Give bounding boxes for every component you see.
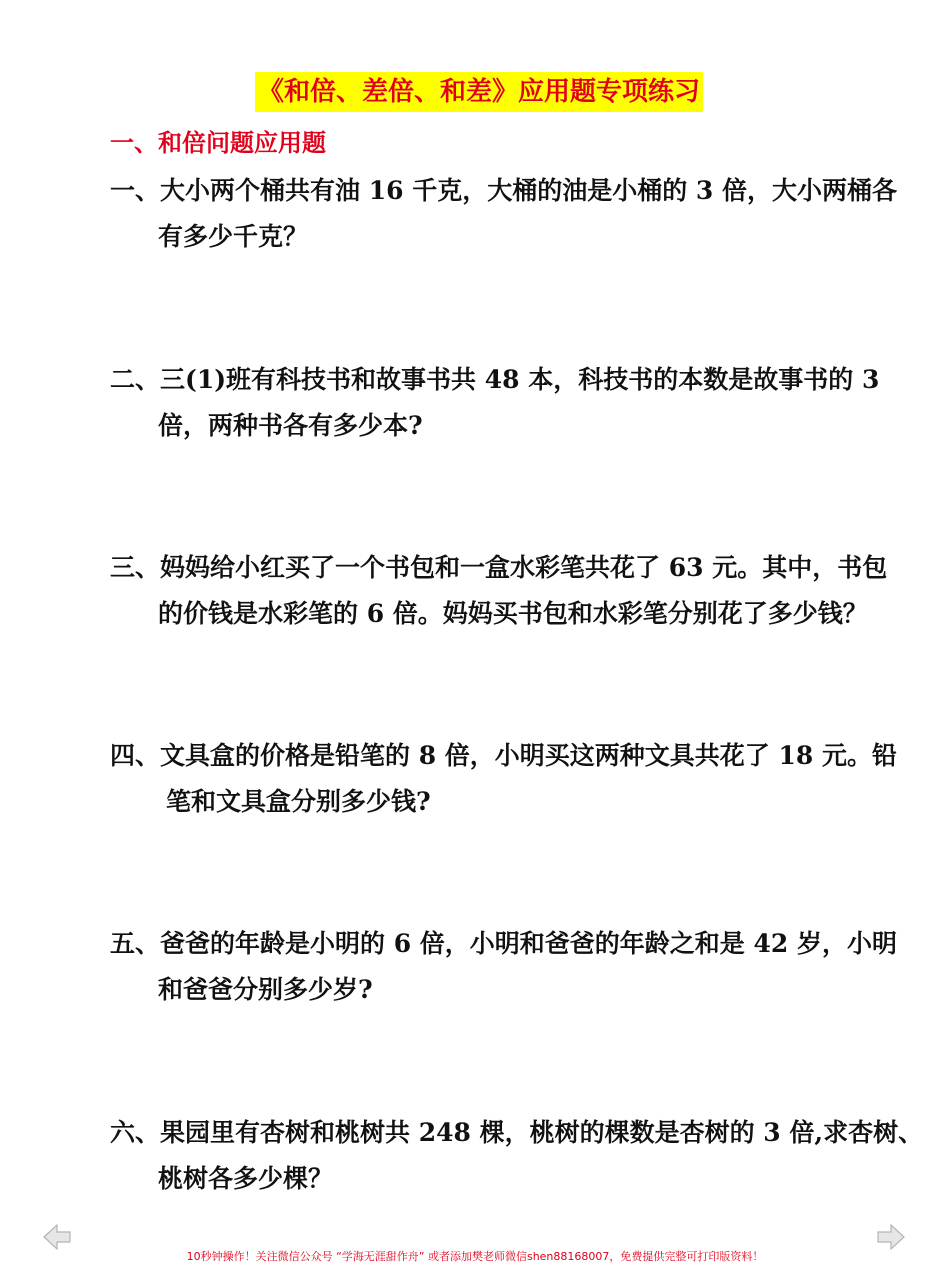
section-heading: 一、和倍问题应用题 xyxy=(110,128,326,157)
problem-3-line-1: 三、妈妈给小红买了一个书包和一盒水彩笔共花了 63 元。其中，书包 xyxy=(110,553,888,582)
problem-6-line-1: 六、果园里有杏树和桃树共 248 棵，桃树的棵数是杏树的 3 倍,求杏树、 xyxy=(110,1118,924,1147)
problem-4 xyxy=(110,733,898,825)
problem-6-line-2: 桃树各多少棵？ xyxy=(158,1164,334,1193)
problem-1-line-2: 有多少千克？ xyxy=(158,222,309,251)
problem-3-line-2: 的价钱是水彩笔的 6 倍。妈妈买书包和水彩笔分别花了多少钱？ xyxy=(158,599,868,628)
problem-1 xyxy=(110,168,898,260)
footer-note: 10秒钟操作！关注微信公众号 “学海无涯甜作舟” 或者添加樊老师微信shen88168007，免费提供完整可打印版资料！ xyxy=(186,1250,764,1263)
problem-4-line-2: 笔和文具盒分别多少钱? xyxy=(166,787,431,816)
problem-5-line-2: 和爸爸分别多少岁? xyxy=(158,975,373,1004)
problem-2-line-1: 二、三(1)班有科技书和故事书共 48 本，科技书的本数是故事书的 3 xyxy=(110,365,880,394)
problem-4-line-1: 四、文具盒的价格是铅笔的 8 倍，小明买这两种文具共花了 18 元。铅 xyxy=(110,741,898,770)
problem-5 xyxy=(110,921,898,1013)
problem-2 xyxy=(110,357,880,449)
problem-1-line-1: 一、大小两个桶共有油 16 千克，大桶的油是小桶的 3 倍，大小两桶各 xyxy=(110,176,898,205)
arrow-left-icon[interactable] xyxy=(42,1222,72,1252)
problem-6 xyxy=(110,1110,924,1202)
problem-5-line-1: 五、爸爸的年龄是小明的 6 倍，小明和爸爸的年龄之和是 42 岁，小明 xyxy=(110,929,898,958)
page-title: 《和倍、差倍、和差》应用题专项练习 xyxy=(255,72,703,112)
problem-3 xyxy=(110,545,888,637)
arrow-right-icon[interactable] xyxy=(876,1222,906,1252)
problem-2-line-2: 倍，两种书各有多少本? xyxy=(158,411,423,440)
